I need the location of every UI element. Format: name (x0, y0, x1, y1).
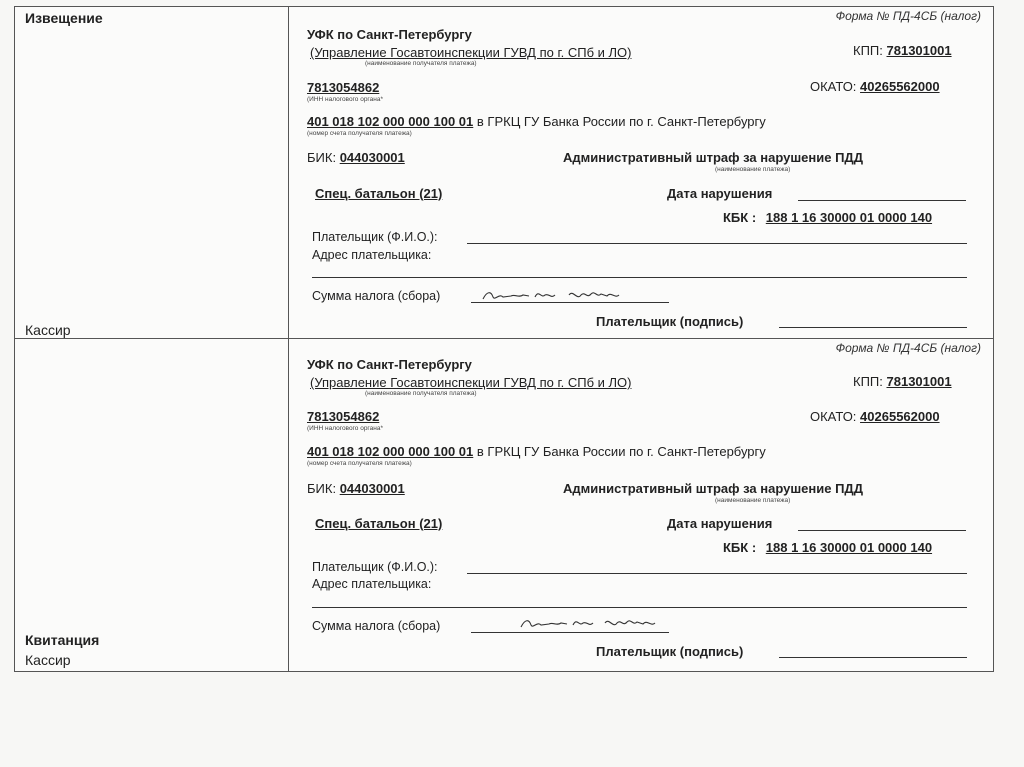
address-label: Адрес плательщика: (312, 248, 432, 262)
address-label: Адрес плательщика: (312, 577, 432, 591)
sum-label: Сумма налога (сбора) (312, 619, 441, 633)
inn-caption: (ИНН налогового органа* (307, 425, 384, 432)
okato-value: 40265562000 (860, 409, 940, 424)
account-field (307, 114, 766, 129)
kpp-value: 781301001 (886, 374, 952, 389)
side-label: Извещение (25, 10, 103, 26)
kpp-label: КПП: (853, 43, 883, 58)
kbk-label: КБК : (723, 210, 757, 225)
recipient-sub: (Управление Госавтоинспекции ГУВД по г. СПб и ЛО) (310, 45, 632, 60)
bik-label: БИК: (307, 481, 337, 496)
recipient-caption: (наименование получателя платежа) (365, 390, 477, 397)
handwritten-sum (515, 613, 665, 633)
okato-label: ОКАТО: (810, 409, 857, 424)
okato-field (810, 79, 940, 94)
signature-line[interactable] (779, 327, 967, 328)
signature-label: Плательщик (подпись) (596, 314, 744, 329)
form-number: Форма № ПД-4СБ (налог) (835, 9, 981, 23)
bank-name: в ГРКЦ ГУ Банка России по г. Санкт-Петербургу (476, 444, 766, 459)
column-divider (288, 7, 289, 671)
recipient-caption: (наименование получателя платежа) (365, 60, 477, 67)
side-label: Квитанция (25, 632, 100, 648)
payment-name: Административный штраф за нарушение ПДД (563, 150, 863, 165)
kbk-label: КБК : (723, 540, 757, 555)
violation-date-label: Дата нарушения (667, 516, 773, 531)
violation-date-line[interactable] (798, 530, 966, 531)
cashier-label: Кассир (25, 322, 71, 338)
payment-caption: (наименование платежа) (715, 497, 791, 504)
inn-caption: (ИНН налогового органа* (307, 96, 384, 103)
kbk-value: 188 1 16 30000 01 0000 140 (765, 210, 933, 225)
payment-caption: (наименование платежа) (715, 166, 791, 173)
recipient-sub: (Управление Госавтоинспекции ГУВД по г. СПб и ЛО) (310, 375, 632, 390)
unit-name: Спец. батальон (21) (315, 516, 443, 531)
account-caption: (номер счета получателя платежа) (307, 130, 412, 137)
unit-name: Спец. батальон (21) (315, 186, 443, 201)
kpp-field (853, 374, 952, 389)
account-caption: (номер счета получателя платежа) (307, 460, 412, 467)
recipient-name: УФК по Санкт-Петербургу (307, 357, 472, 372)
bik-field (307, 481, 405, 496)
okato-label: ОКАТО: (810, 79, 857, 94)
kpp-value: 781301001 (886, 43, 952, 58)
payer-label: Плательщик (Ф.И.О.): (312, 230, 438, 244)
okato-value: 40265562000 (860, 79, 940, 94)
payer-line[interactable] (467, 573, 967, 574)
inn-value: 7813054862 (307, 80, 380, 95)
payer-label: Плательщик (Ф.И.О.): (312, 560, 438, 574)
signature-label: Плательщик (подпись) (596, 644, 744, 659)
cashier-label: Кассир (25, 652, 71, 668)
account-field (307, 444, 766, 459)
signature-line[interactable] (779, 657, 967, 658)
bik-value: 044030001 (339, 150, 405, 165)
violation-date-label: Дата нарушения (667, 186, 773, 201)
section-divider (15, 338, 993, 339)
account-value: 401 018 102 000 000 100 01 (307, 114, 474, 129)
payment-form (14, 6, 994, 672)
kbk-field (723, 540, 932, 555)
form-number: Форма № ПД-4СБ (налог) (835, 341, 981, 355)
okato-field (810, 409, 940, 424)
payment-name: Административный штраф за нарушение ПДД (563, 481, 863, 496)
bik-field (307, 150, 405, 165)
handwritten-sum (477, 285, 627, 305)
violation-date-line[interactable] (798, 200, 966, 201)
kbk-value: 188 1 16 30000 01 0000 140 (765, 540, 933, 555)
bik-value: 044030001 (339, 481, 405, 496)
address-line[interactable] (312, 607, 967, 608)
account-value: 401 018 102 000 000 100 01 (307, 444, 474, 459)
recipient-name: УФК по Санкт-Петербургу (307, 27, 472, 42)
sum-label: Сумма налога (сбора) (312, 289, 441, 303)
kpp-label: КПП: (853, 374, 883, 389)
bank-name: в ГРКЦ ГУ Банка России по г. Санкт-Петербургу (476, 114, 766, 129)
bik-label: БИК: (307, 150, 337, 165)
address-line[interactable] (312, 277, 967, 278)
inn-value: 7813054862 (307, 409, 380, 424)
kpp-field (853, 43, 952, 58)
payer-line[interactable] (467, 243, 967, 244)
kbk-field (723, 210, 932, 225)
